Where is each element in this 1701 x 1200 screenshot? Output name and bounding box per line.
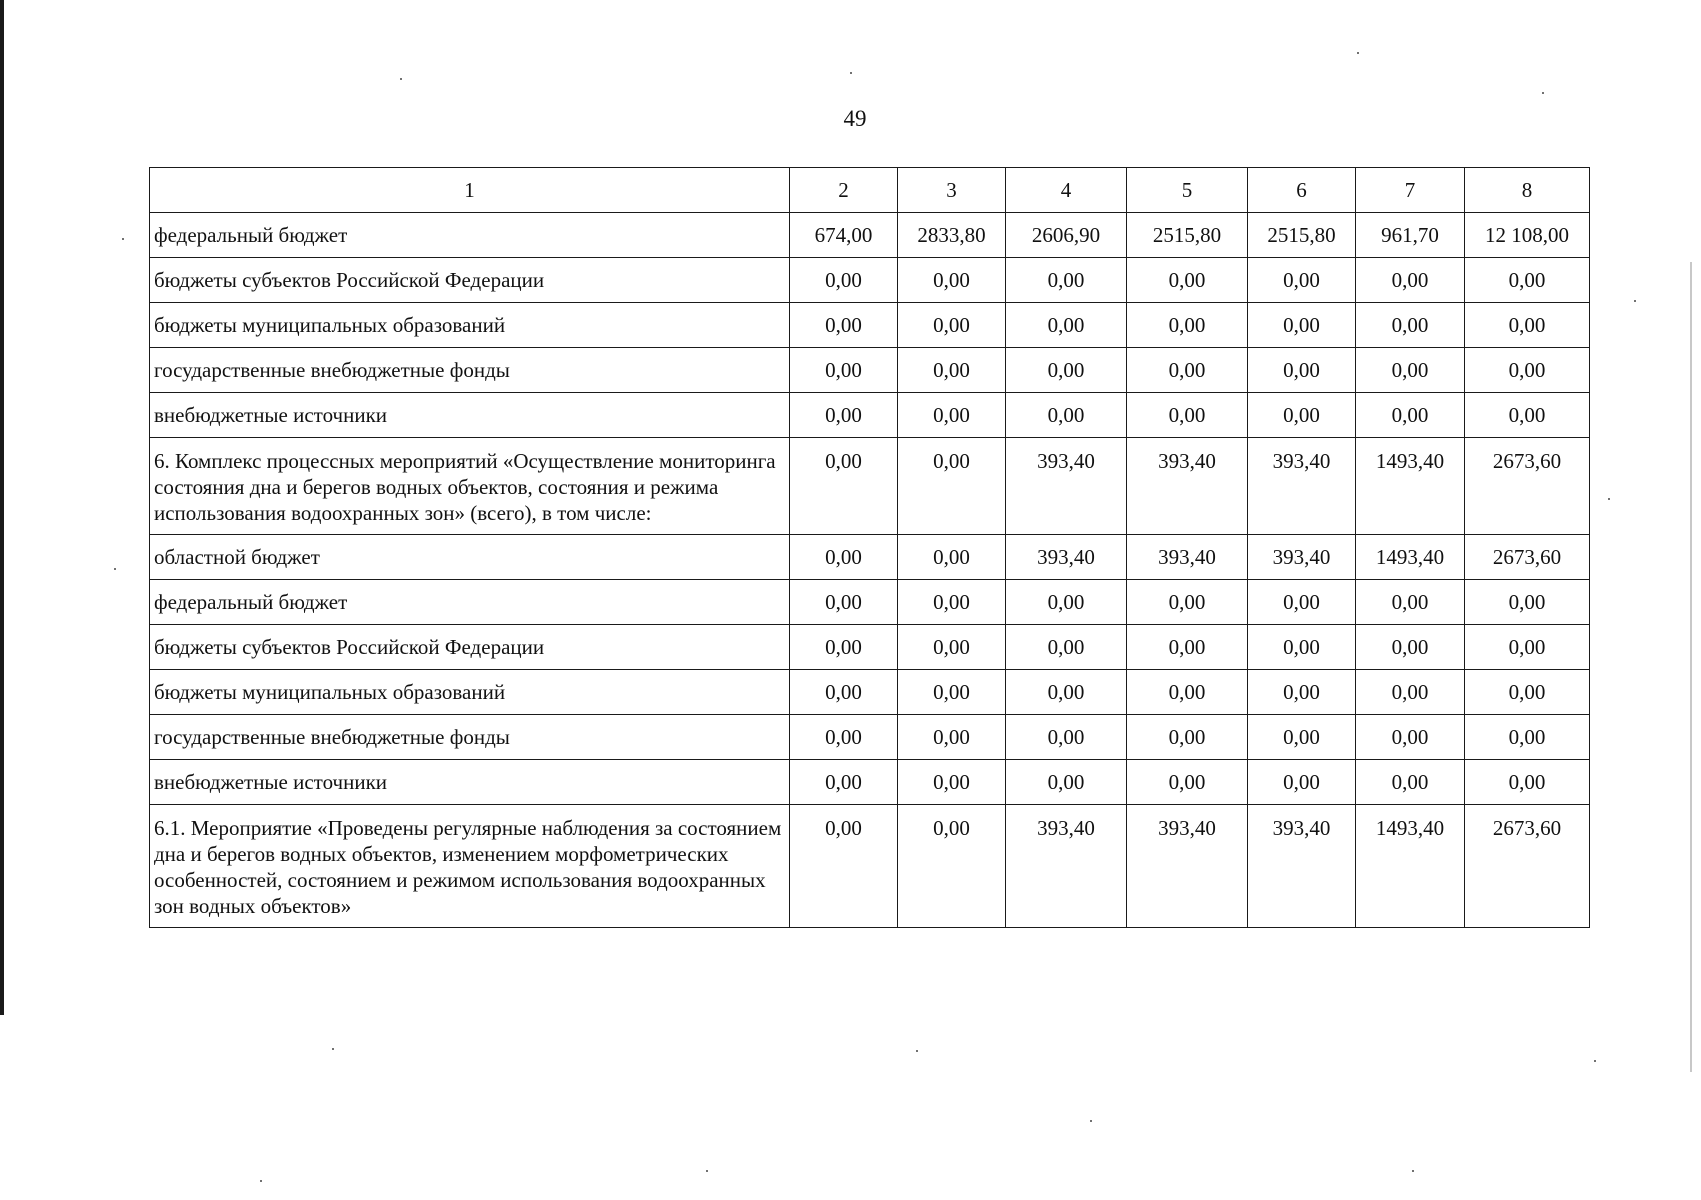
budget-table xyxy=(149,167,1590,928)
cell-value: 0,00 xyxy=(1006,258,1127,303)
cell-value: 0,00 xyxy=(790,580,898,625)
cell-value: 0,00 xyxy=(790,393,898,438)
cell-value: 0,00 xyxy=(1248,625,1356,670)
table-row xyxy=(150,258,1590,303)
scan-left-border xyxy=(0,0,4,1015)
cell-value: 0,00 xyxy=(1127,258,1248,303)
table-row xyxy=(150,348,1590,393)
cell-value: 0,00 xyxy=(898,715,1006,760)
cell-value: 0,00 xyxy=(1356,258,1465,303)
table-row xyxy=(150,625,1590,670)
cell-value: 0,00 xyxy=(1356,670,1465,715)
cell-value: 0,00 xyxy=(1248,580,1356,625)
column-header: 4 xyxy=(1006,168,1127,213)
cell-value: 0,00 xyxy=(1356,303,1465,348)
cell-value: 1493,40 xyxy=(1356,535,1465,580)
row-label: областной бюджет xyxy=(150,535,790,580)
scan-speck xyxy=(1594,1060,1596,1062)
cell-value: 0,00 xyxy=(1127,393,1248,438)
column-header: 2 xyxy=(790,168,898,213)
cell-value: 0,00 xyxy=(1248,348,1356,393)
cell-value: 0,00 xyxy=(1248,393,1356,438)
cell-value: 2673,60 xyxy=(1465,535,1590,580)
cell-value: 2515,80 xyxy=(1127,213,1248,258)
cell-value: 0,00 xyxy=(1127,670,1248,715)
scan-speck xyxy=(114,568,116,570)
scan-speck xyxy=(1542,92,1544,94)
cell-value: 674,00 xyxy=(790,213,898,258)
table-row xyxy=(150,715,1590,760)
cell-value: 2673,60 xyxy=(1465,438,1590,535)
scan-right-border xyxy=(1690,262,1692,1072)
cell-value: 0,00 xyxy=(1465,393,1590,438)
cell-value: 0,00 xyxy=(898,303,1006,348)
cell-value: 0,00 xyxy=(1127,625,1248,670)
row-label: 6.1. Мероприятие «Проведены регулярные наблюдения за состоянием дна и берегов водных объектов, изменением морфометрических особенностей, состоянием и режимом использования водоохранных зон водных объектов» xyxy=(150,805,790,928)
row-label: государственные внебюджетные фонды xyxy=(150,715,790,760)
cell-value: 393,40 xyxy=(1127,535,1248,580)
table-row xyxy=(150,303,1590,348)
cell-value: 0,00 xyxy=(1356,580,1465,625)
cell-value: 0,00 xyxy=(1248,303,1356,348)
cell-value: 0,00 xyxy=(1356,760,1465,805)
table-row xyxy=(150,670,1590,715)
cell-value: 0,00 xyxy=(1127,348,1248,393)
cell-value: 0,00 xyxy=(790,760,898,805)
table-row xyxy=(150,213,1590,258)
scan-speck xyxy=(400,78,402,80)
table-row xyxy=(150,760,1590,805)
cell-value: 0,00 xyxy=(1465,670,1590,715)
column-header: 8 xyxy=(1465,168,1590,213)
cell-value: 0,00 xyxy=(1465,715,1590,760)
cell-value: 0,00 xyxy=(898,258,1006,303)
cell-value: 0,00 xyxy=(1127,760,1248,805)
column-header: 3 xyxy=(898,168,1006,213)
row-label: бюджеты муниципальных образований xyxy=(150,303,790,348)
cell-value: 0,00 xyxy=(1006,625,1127,670)
cell-value: 0,00 xyxy=(1127,303,1248,348)
scan-speck xyxy=(706,1170,708,1172)
cell-value: 0,00 xyxy=(1356,393,1465,438)
cell-value: 0,00 xyxy=(898,438,1006,535)
cell-value: 393,40 xyxy=(1248,805,1356,928)
cell-value: 393,40 xyxy=(1127,438,1248,535)
row-label: федеральный бюджет xyxy=(150,580,790,625)
cell-value: 0,00 xyxy=(1006,393,1127,438)
cell-value: 0,00 xyxy=(1127,715,1248,760)
scan-speck xyxy=(1357,52,1359,54)
column-header: 5 xyxy=(1127,168,1248,213)
cell-value: 0,00 xyxy=(790,805,898,928)
cell-value: 0,00 xyxy=(1465,258,1590,303)
scan-speck xyxy=(916,1050,918,1052)
scan-speck xyxy=(850,72,852,74)
cell-value: 0,00 xyxy=(790,258,898,303)
cell-value: 0,00 xyxy=(1006,348,1127,393)
cell-value: 0,00 xyxy=(1356,715,1465,760)
row-label: бюджеты муниципальных образований xyxy=(150,670,790,715)
column-header: 7 xyxy=(1356,168,1465,213)
cell-value: 0,00 xyxy=(1465,348,1590,393)
cell-value: 12 108,00 xyxy=(1465,213,1590,258)
scan-speck xyxy=(1608,498,1610,500)
table-header-row xyxy=(150,168,1590,213)
cell-value: 2673,60 xyxy=(1465,805,1590,928)
cell-value: 0,00 xyxy=(1465,625,1590,670)
cell-value: 0,00 xyxy=(898,580,1006,625)
scan-speck xyxy=(122,238,124,240)
table-row xyxy=(150,393,1590,438)
cell-value: 0,00 xyxy=(898,393,1006,438)
cell-value: 393,40 xyxy=(1006,438,1127,535)
row-label: федеральный бюджет xyxy=(150,213,790,258)
table-row xyxy=(150,580,1590,625)
row-label: бюджеты субъектов Российской Федерации xyxy=(150,625,790,670)
cell-value: 0,00 xyxy=(790,535,898,580)
table-row xyxy=(150,438,1590,535)
cell-value: 0,00 xyxy=(898,805,1006,928)
cell-value: 0,00 xyxy=(1006,760,1127,805)
cell-value: 0,00 xyxy=(1465,580,1590,625)
cell-value: 393,40 xyxy=(1006,805,1127,928)
cell-value: 0,00 xyxy=(790,303,898,348)
cell-value: 393,40 xyxy=(1006,535,1127,580)
page-number: 49 xyxy=(843,106,867,131)
cell-value: 0,00 xyxy=(1465,303,1590,348)
scan-speck xyxy=(1634,300,1636,302)
cell-value: 0,00 xyxy=(898,348,1006,393)
cell-value: 393,40 xyxy=(1127,805,1248,928)
cell-value: 0,00 xyxy=(1356,348,1465,393)
row-label: внебюджетные источники xyxy=(150,393,790,438)
cell-value: 0,00 xyxy=(898,760,1006,805)
cell-value: 393,40 xyxy=(1248,535,1356,580)
cell-value: 0,00 xyxy=(790,348,898,393)
cell-value: 0,00 xyxy=(898,535,1006,580)
cell-value: 2833,80 xyxy=(898,213,1006,258)
cell-value: 0,00 xyxy=(898,625,1006,670)
scan-speck xyxy=(260,1180,262,1182)
cell-value: 0,00 xyxy=(1248,258,1356,303)
cell-value: 0,00 xyxy=(1356,625,1465,670)
cell-value: 393,40 xyxy=(1248,438,1356,535)
cell-value: 2515,80 xyxy=(1248,213,1356,258)
table-row xyxy=(150,535,1590,580)
cell-value: 0,00 xyxy=(1006,670,1127,715)
row-label: бюджеты субъектов Российской Федерации xyxy=(150,258,790,303)
column-header: 6 xyxy=(1248,168,1356,213)
cell-value: 0,00 xyxy=(1465,760,1590,805)
cell-value: 0,00 xyxy=(1006,715,1127,760)
cell-value: 0,00 xyxy=(1248,715,1356,760)
cell-value: 0,00 xyxy=(898,670,1006,715)
cell-value: 0,00 xyxy=(790,715,898,760)
cell-value: 0,00 xyxy=(790,625,898,670)
cell-value: 0,00 xyxy=(790,438,898,535)
scan-speck xyxy=(332,1048,334,1050)
cell-value: 0,00 xyxy=(1248,760,1356,805)
row-label: внебюджетные источники xyxy=(150,760,790,805)
row-label: государственные внебюджетные фонды xyxy=(150,348,790,393)
scan-speck xyxy=(1090,1120,1092,1122)
cell-value: 0,00 xyxy=(1127,580,1248,625)
cell-value: 1493,40 xyxy=(1356,805,1465,928)
cell-value: 1493,40 xyxy=(1356,438,1465,535)
cell-value: 0,00 xyxy=(790,670,898,715)
cell-value: 0,00 xyxy=(1248,670,1356,715)
row-label: 6. Комплекс процессных мероприятий «Осуществление мониторинга состояния дна и берегов водных объектов, состояния и режима использования водоохранных зон» (всего), в том числе: xyxy=(150,438,790,535)
cell-value: 0,00 xyxy=(1006,303,1127,348)
cell-value: 0,00 xyxy=(1006,580,1127,625)
table-row xyxy=(150,805,1590,928)
column-header: 1 xyxy=(150,168,790,213)
cell-value: 2606,90 xyxy=(1006,213,1127,258)
scan-speck xyxy=(1412,1170,1414,1172)
cell-value: 961,70 xyxy=(1356,213,1465,258)
